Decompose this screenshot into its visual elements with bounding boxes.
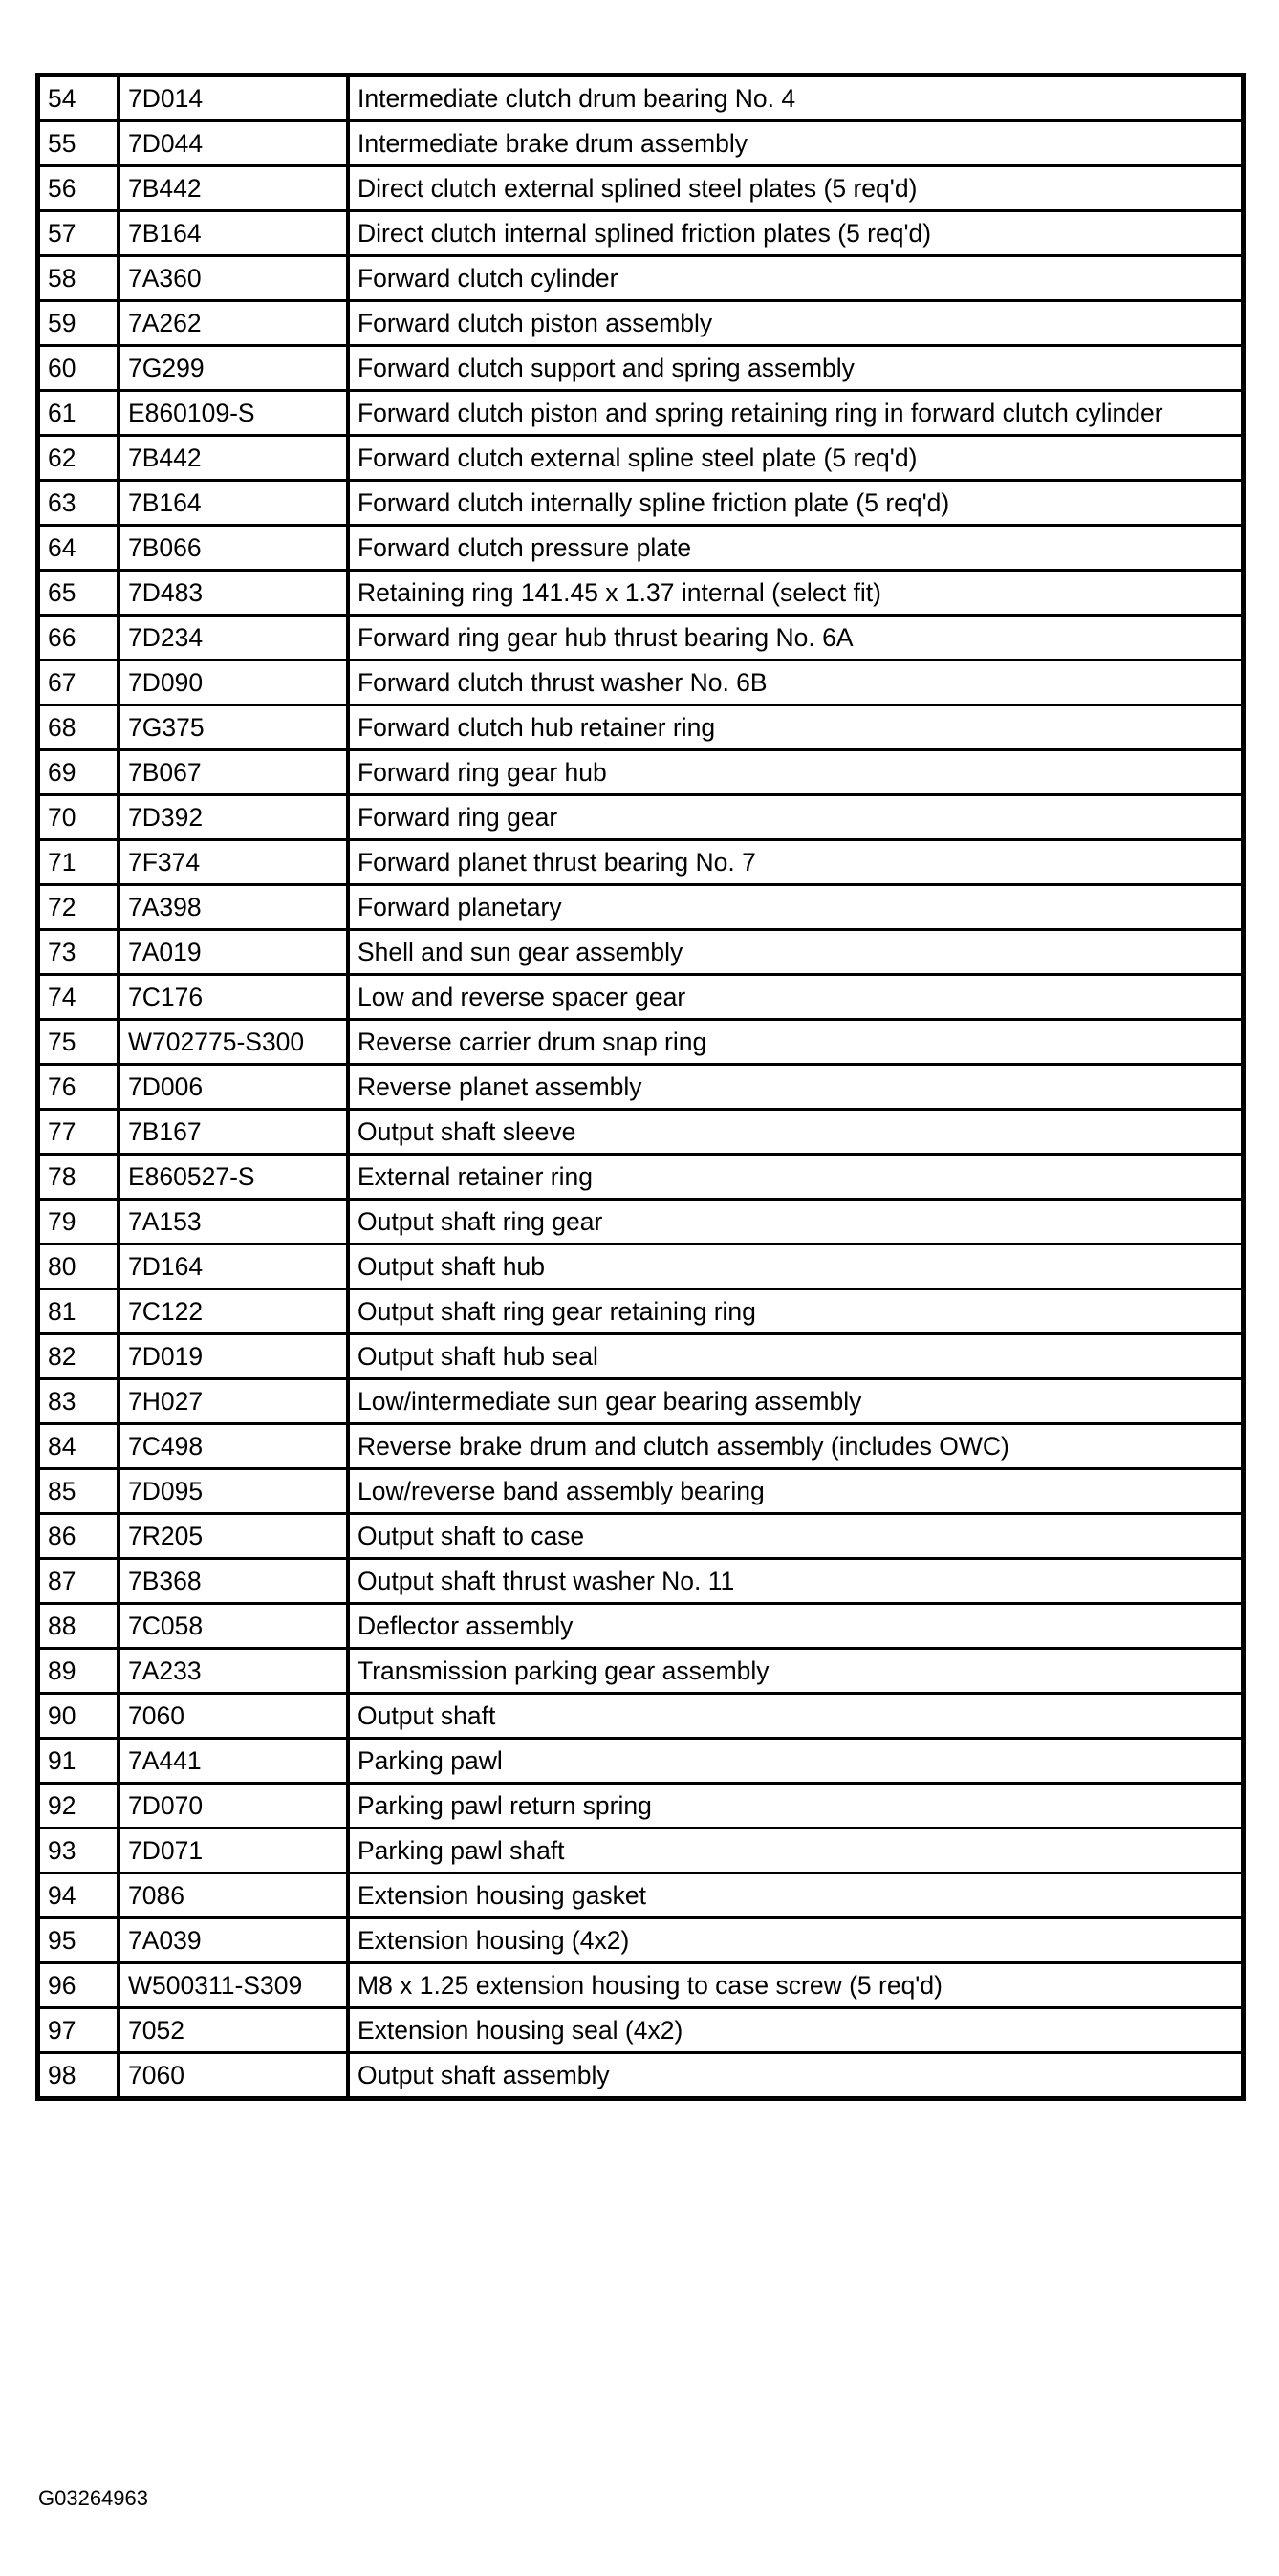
description-cell: Extension housing seal (4x2) [348,2008,1244,2053]
description-cell: Forward ring gear hub [348,750,1244,795]
description-cell: Forward clutch pressure plate [348,526,1244,571]
item-number-cell: 84 [38,1424,119,1469]
description-cell: Output shaft hub [348,1245,1244,1289]
description-cell: Extension housing gasket [348,1873,1244,1918]
table-row [38,1379,1244,1424]
part-number-cell: 7B368 [119,1559,348,1604]
item-number-cell: 61 [38,391,119,436]
figure-id: G03264963 [38,2486,148,2510]
table-row [38,885,1244,930]
item-number-cell: 86 [38,1514,119,1559]
item-number-cell: 96 [38,1963,119,2008]
description-cell: Low/reverse band assembly bearing [348,1469,1244,1514]
parts-table-body [38,76,1244,2099]
part-number-cell: 7A262 [119,301,348,346]
item-number-cell: 90 [38,1694,119,1739]
table-row [38,481,1244,526]
part-number-cell: E860527-S [119,1155,348,1200]
table-row [38,1514,1244,1559]
table-row [38,750,1244,795]
item-number-cell: 66 [38,616,119,660]
description-cell: Forward clutch piston assembly [348,301,1244,346]
part-number-cell: 7C058 [119,1604,348,1649]
part-number-cell: 7B067 [119,750,348,795]
description-cell: Forward clutch hub retainer ring [348,705,1244,750]
table-row [38,391,1244,436]
item-number-cell: 72 [38,885,119,930]
table-row [38,1559,1244,1604]
description-cell: Forward clutch piston and spring retaining ring in forward clutch cylinder [348,391,1244,436]
table-row [38,1829,1244,1873]
item-number-cell: 94 [38,1873,119,1918]
table-row [38,571,1244,616]
part-number-cell: 7G299 [119,346,348,391]
table-row [38,1334,1244,1379]
part-number-cell: W500311-S309 [119,1963,348,2008]
table-row [38,1604,1244,1649]
part-number-cell: E860109-S [119,391,348,436]
description-cell: Transmission parking gear assembly [348,1649,1244,1694]
part-number-cell: 7C176 [119,975,348,1020]
item-number-cell: 63 [38,481,119,526]
table-row [38,1918,1244,1963]
part-number-cell: 7C122 [119,1289,348,1334]
table-row [38,1873,1244,1918]
item-number-cell: 57 [38,211,119,256]
table-row [38,1020,1244,1065]
item-number-cell: 82 [38,1334,119,1379]
part-number-cell: 7B167 [119,1110,348,1155]
description-cell: External retainer ring [348,1155,1244,1200]
part-number-cell: 7D071 [119,1829,348,1873]
item-number-cell: 89 [38,1649,119,1694]
table-row [38,436,1244,481]
description-cell: Parking pawl return spring [348,1784,1244,1829]
description-cell: Forward clutch cylinder [348,256,1244,301]
table-row [38,1649,1244,1694]
part-number-cell: 7B164 [119,481,348,526]
part-number-cell: 7A233 [119,1649,348,1694]
table-row [38,76,1244,121]
part-number-cell: 7F374 [119,840,348,885]
table-row [38,1110,1244,1155]
item-number-cell: 92 [38,1784,119,1829]
description-cell: Extension housing (4x2) [348,1918,1244,1963]
table-row [38,1784,1244,1829]
table-row [38,705,1244,750]
item-number-cell: 87 [38,1559,119,1604]
item-number-cell: 68 [38,705,119,750]
description-cell: Direct clutch external splined steel plates (5 req'd) [348,166,1244,211]
part-number-cell: 7A360 [119,256,348,301]
item-number-cell: 93 [38,1829,119,1873]
description-cell: Forward clutch external spline steel plate (5 req'd) [348,436,1244,481]
part-number-cell: 7A019 [119,930,348,975]
item-number-cell: 55 [38,121,119,166]
table-row [38,211,1244,256]
item-number-cell: 60 [38,346,119,391]
description-cell: M8 x 1.25 extension housing to case screw (5 req'd) [348,1963,1244,2008]
part-number-cell: 7A039 [119,1918,348,1963]
description-cell: Intermediate clutch drum bearing No. 4 [348,76,1244,121]
part-number-cell: 7B164 [119,211,348,256]
part-number-cell: 7B442 [119,166,348,211]
item-number-cell: 64 [38,526,119,571]
table-row [38,975,1244,1020]
description-cell: Parking pawl [348,1739,1244,1784]
description-cell: Low and reverse spacer gear [348,975,1244,1020]
description-cell: Low/intermediate sun gear bearing assembly [348,1379,1244,1424]
table-row [38,346,1244,391]
item-number-cell: 75 [38,1020,119,1065]
table-row [38,1469,1244,1514]
item-number-cell: 74 [38,975,119,1020]
item-number-cell: 79 [38,1200,119,1245]
description-cell: Intermediate brake drum assembly [348,121,1244,166]
part-number-cell: 7B442 [119,436,348,481]
description-cell: Output shaft assembly [348,2053,1244,2099]
description-cell: Output shaft hub seal [348,1334,1244,1379]
description-cell: Retaining ring 141.45 x 1.37 internal (select fit) [348,571,1244,616]
item-number-cell: 97 [38,2008,119,2053]
table-row [38,2053,1244,2099]
part-number-cell: 7D070 [119,1784,348,1829]
table-row [38,930,1244,975]
table-row [38,1289,1244,1334]
description-cell: Forward clutch thrust washer No. 6B [348,660,1244,705]
description-cell: Forward planetary [348,885,1244,930]
table-row [38,2008,1244,2053]
part-number-cell: 7D014 [119,76,348,121]
table-row [38,166,1244,211]
item-number-cell: 83 [38,1379,119,1424]
table-row [38,301,1244,346]
part-number-cell: 7D095 [119,1469,348,1514]
table-row [38,1739,1244,1784]
part-number-cell: 7A441 [119,1739,348,1784]
table-row [38,526,1244,571]
description-cell: Forward clutch internally spline friction plate (5 req'd) [348,481,1244,526]
part-number-cell: 7D164 [119,1245,348,1289]
item-number-cell: 58 [38,256,119,301]
part-number-cell: W702775-S300 [119,1020,348,1065]
item-number-cell: 85 [38,1469,119,1514]
part-number-cell: 7A153 [119,1200,348,1245]
item-number-cell: 71 [38,840,119,885]
description-cell: Output shaft to case [348,1514,1244,1559]
part-number-cell: 7G375 [119,705,348,750]
description-cell: Output shaft ring gear retaining ring [348,1289,1244,1334]
description-cell: Output shaft sleeve [348,1110,1244,1155]
part-number-cell: 7D392 [119,795,348,840]
table-row [38,660,1244,705]
part-number-cell: 7A398 [119,885,348,930]
table-row [38,1155,1244,1200]
item-number-cell: 81 [38,1289,119,1334]
item-number-cell: 54 [38,76,119,121]
table-row [38,840,1244,885]
parts-table [35,73,1246,2101]
part-number-cell: 7060 [119,2053,348,2099]
description-cell: Reverse carrier drum snap ring [348,1020,1244,1065]
description-cell: Output shaft ring gear [348,1200,1244,1245]
item-number-cell: 80 [38,1245,119,1289]
table-row [38,1065,1244,1110]
item-number-cell: 77 [38,1110,119,1155]
table-row [38,256,1244,301]
table-row [38,1200,1244,1245]
table-row [38,795,1244,840]
description-cell: Shell and sun gear assembly [348,930,1244,975]
table-row [38,1424,1244,1469]
item-number-cell: 78 [38,1155,119,1200]
description-cell: Forward planet thrust bearing No. 7 [348,840,1244,885]
item-number-cell: 91 [38,1739,119,1784]
description-cell: Deflector assembly [348,1604,1244,1649]
part-number-cell: 7D044 [119,121,348,166]
description-cell: Forward ring gear [348,795,1244,840]
item-number-cell: 76 [38,1065,119,1110]
item-number-cell: 59 [38,301,119,346]
description-cell: Reverse brake drum and clutch assembly (includes OWC) [348,1424,1244,1469]
table-row [38,1245,1244,1289]
item-number-cell: 69 [38,750,119,795]
part-number-cell: 7086 [119,1873,348,1918]
item-number-cell: 88 [38,1604,119,1649]
item-number-cell: 73 [38,930,119,975]
table-row [38,616,1244,660]
part-number-cell: 7C498 [119,1424,348,1469]
item-number-cell: 62 [38,436,119,481]
part-number-cell: 7D483 [119,571,348,616]
part-number-cell: 7R205 [119,1514,348,1559]
part-number-cell: 7H027 [119,1379,348,1424]
item-number-cell: 70 [38,795,119,840]
part-number-cell: 7D234 [119,616,348,660]
part-number-cell: 7D019 [119,1334,348,1379]
item-number-cell: 67 [38,660,119,705]
description-cell: Forward ring gear hub thrust bearing No. 6A [348,616,1244,660]
description-cell: Output shaft thrust washer No. 11 [348,1559,1244,1604]
item-number-cell: 95 [38,1918,119,1963]
table-row [38,1694,1244,1739]
part-number-cell: 7052 [119,2008,348,2053]
part-number-cell: 7B066 [119,526,348,571]
description-cell: Direct clutch internal splined friction plates (5 req'd) [348,211,1244,256]
table-row [38,1963,1244,2008]
description-cell: Reverse planet assembly [348,1065,1244,1110]
description-cell: Output shaft [348,1694,1244,1739]
part-number-cell: 7D006 [119,1065,348,1110]
description-cell: Forward clutch support and spring assembly [348,346,1244,391]
part-number-cell: 7060 [119,1694,348,1739]
part-number-cell: 7D090 [119,660,348,705]
table-row [38,121,1244,166]
item-number-cell: 65 [38,571,119,616]
item-number-cell: 56 [38,166,119,211]
description-cell: Parking pawl shaft [348,1829,1244,1873]
item-number-cell: 98 [38,2053,119,2099]
